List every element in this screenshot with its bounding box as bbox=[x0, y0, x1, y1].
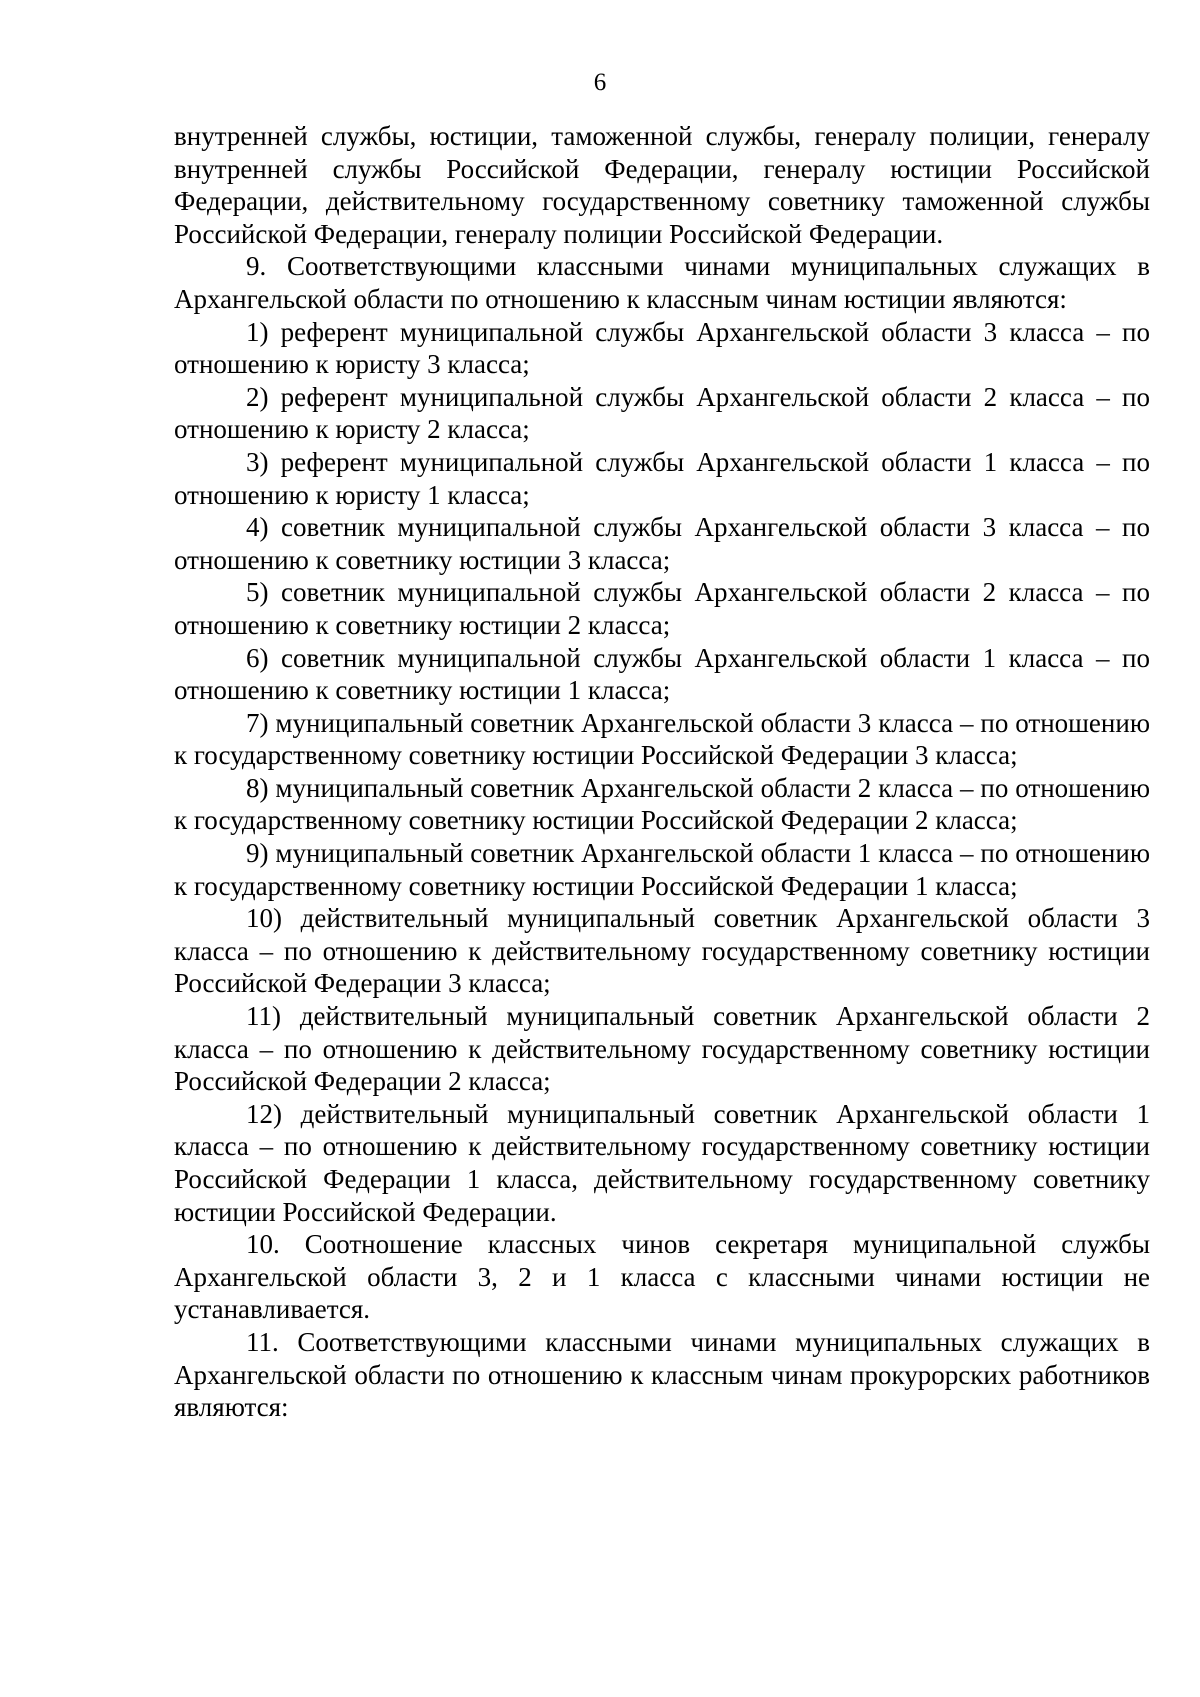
list-item-3: 3) референт муниципальной службы Архангельской области 1 класса – по отношению к юристу 1 класса; bbox=[174, 446, 1150, 510]
list-item-12: 12) действительный муниципальный советник Архангельской области 1 класса – по отношению к действительному государственному советнику юстиции Российской Федерации 1 класса, действительному государственному советнику юстиции Российской Федерации. bbox=[174, 1098, 1150, 1227]
list-item-2: 2) референт муниципальной службы Архангельской области 2 класса – по отношению к юристу 2 класса; bbox=[174, 381, 1150, 445]
paragraph-item-9: 9. Соответствующими классными чинами муниципальных служащих в Архангельской области по отношению к классным чинам юстиции являются: bbox=[174, 251, 1150, 314]
page-number: 6 bbox=[593, 69, 607, 96]
list-item-11: 11) действительный муниципальный советник Архангельской области 2 класса – по отношению к действительному государственному советнику юстиции Российской Федерации 2 класса; bbox=[174, 1001, 1150, 1097]
document-body bbox=[174, 120, 1150, 1424]
paragraph-item-10: 10. Соотношение классных чинов секретаря муниципальной службы Архангельской области 3, 2 и 1 класса с классными чинами юстиции не устанавливается. bbox=[174, 1229, 1150, 1325]
list-item-5: 5) советник муниципальной службы Архангельской области 2 класса – по отношению к советнику юстиции 2 класса; bbox=[174, 577, 1150, 640]
list-item-9: 9) муниципальный советник Архангельской области 1 класса – по отношению к государственному советнику юстиции Российской Федерации 1 класса; bbox=[174, 838, 1150, 901]
paragraph-item-11: 11. Соответствующими классными чинами муниципальных служащих в Архангельской области по отношению к классным чинам прокурорских работников являются: bbox=[174, 1326, 1150, 1423]
list-item-8: 8) муниципальный советник Архангельской области 2 класса – по отношению к государственному советнику юстиции Российской Федерации 2 класса; bbox=[174, 772, 1150, 836]
list-item-1: 1) референт муниципальной службы Архангельской области 3 класса – по отношению к юристу 3 класса; bbox=[174, 316, 1150, 380]
list-item-10: 10) действительный муниципальный советник Архангельской области 3 класса – по отношению к действительному государственному советнику юстиции Российской Федерации 3 класса; bbox=[174, 903, 1150, 999]
paragraph-continuation: внутренней службы, юстиции, таможенной службы, генералу полиции, генералу внутренней службы Российской Федерации, генералу юстиции Российской Федерации, действительному государственному советнику таможенной службы Российской Федерации, генералу полиции Российской Федерации. bbox=[174, 121, 1150, 249]
list-item-4: 4) советник муниципальной службы Архангельской области 3 класса – по отношению к советнику юстиции 3 класса; bbox=[174, 512, 1150, 575]
list-item-7: 7) муниципальный советник Архангельской области 3 класса – по отношению к государственному советнику юстиции Российской Федерации 3 класса; bbox=[174, 707, 1150, 771]
list-item-6: 6) советник муниципальной службы Архангельской области 1 класса – по отношению к советнику юстиции 1 класса; bbox=[174, 642, 1150, 706]
